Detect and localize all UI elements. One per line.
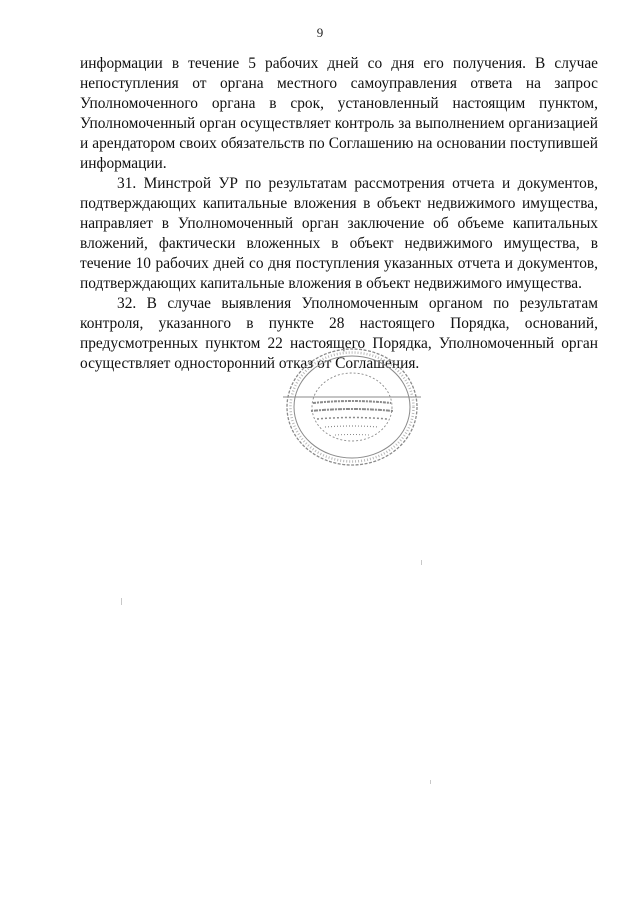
paragraph-31: 31. Минстрой УР по результатам рассмотрения отчета и документов, подтверждающих капитальные вложения в объект недвижимого имущества, направляет в Уполномоченный орган заключение об объеме капитальных вложений, фактически вложенных в объект недвижимого имущества, в течение 10 рабочих дней со дня поступления указанных отчета и документов, подтверждающих капитальные вложения в объект недвижимого имущества. <box>80 175 598 292</box>
paragraph-32: 32. В случае выявления Уполномоченным органом по результатам контроля, указанного в пункте 28 настоящего Порядка, оснований, предусмотренных пунктом 22 настоящего Порядка, Уполномоченный орган осуществляет односторонний отказ от Соглашения. <box>80 295 598 372</box>
document-body <box>80 54 598 374</box>
scan-speck <box>430 780 431 784</box>
scan-speck <box>421 560 422 565</box>
page-number: 9 <box>316 25 324 40</box>
round-seal-stamp-icon <box>283 345 421 470</box>
paragraph-continuation: информации в течение 5 рабочих дней со дня его получения. В случае непоступления от органа местного самоуправления ответа на запрос Уполномоченного органа в срок, установленный настоящим пунктом, Уполномоченный орган осуществляет контроль за выполнением организацией и арендатором своих обязательств по Соглашению на основании поступившей информации. <box>80 55 598 172</box>
scan-speck <box>121 598 122 605</box>
